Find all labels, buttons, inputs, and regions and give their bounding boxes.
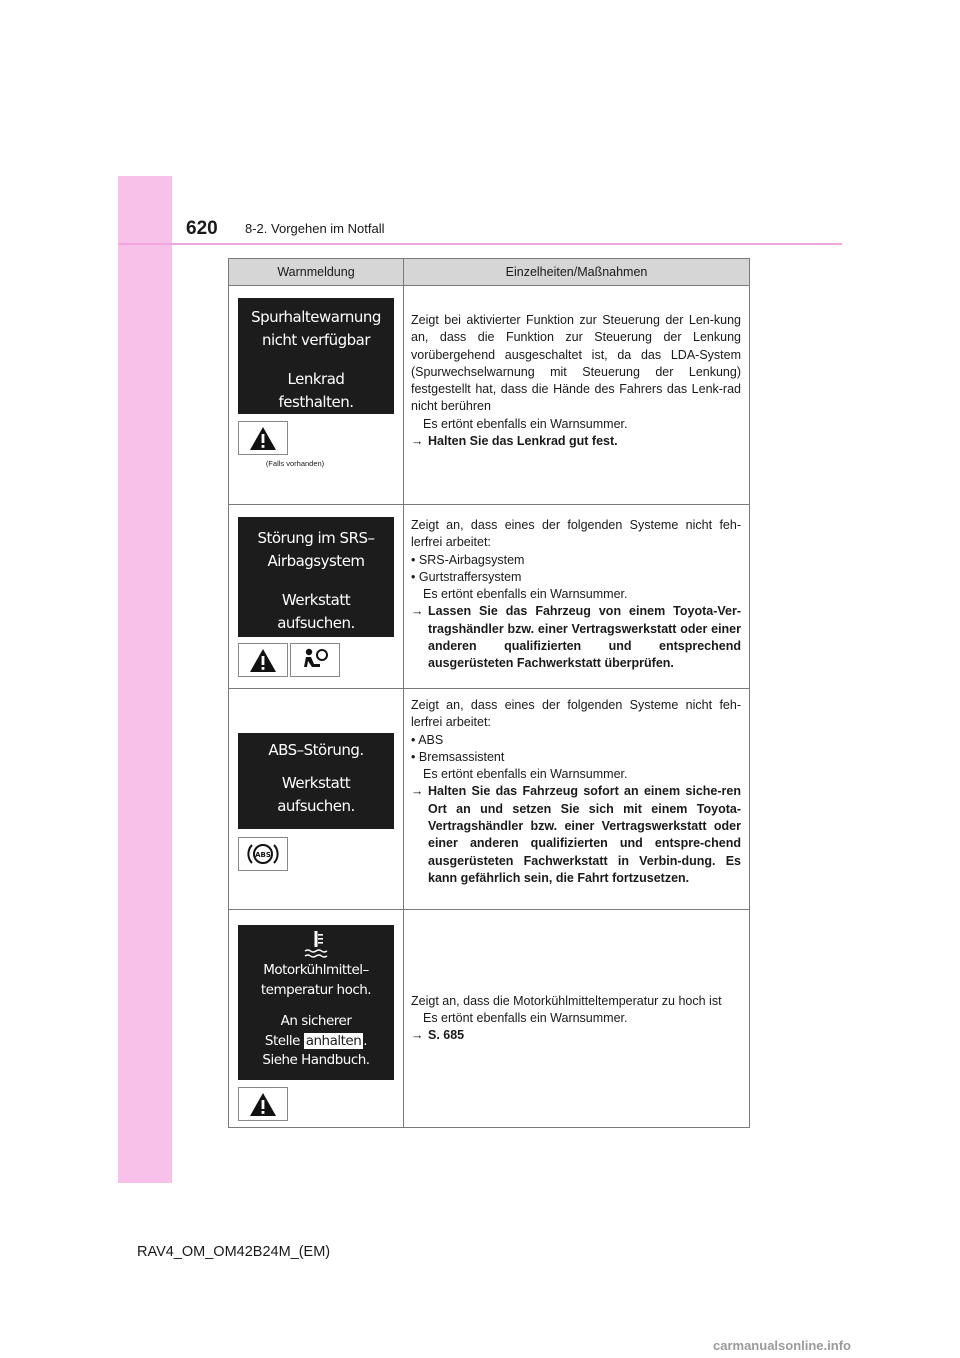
display-screen [238, 733, 394, 829]
display-screen [238, 298, 394, 414]
screen-line: temperatur hoch. [260, 981, 372, 998]
abs-icon [238, 837, 288, 871]
abs-icon-label: ABS [255, 851, 271, 859]
display-screen [238, 925, 394, 1080]
airbag-icon [290, 643, 340, 677]
description: Zeigt an, dass eines der folgenden Systeme nicht feh-lerfrei arbeitet: [411, 698, 741, 730]
screen-line: nicht verfügbar [261, 331, 371, 349]
availability-note: (Falls vorhanden) [265, 459, 325, 468]
description: Zeigt bei aktivierter Funktion zur Steuerung der Len-kung an, dass die Funktion zur Steuerung der Lenkung vorübergehend ausgeschaltet ist, da das LDA-System (Spurwechselwarnung mit Steuerung der Lenkung) festgestellt hat, dass die Hände des Fahrers das Lenk-rad nicht berühren [411, 313, 741, 414]
warning-image-cell [229, 286, 404, 505]
table-row [229, 689, 750, 910]
description: Zeigt an, dass die Motorkühlmitteltemperatur zu hoch ist [411, 993, 722, 1008]
warning-table [228, 258, 750, 1128]
buzzer-note: Es ertönt ebenfalls ein Warnsummer. [423, 1010, 628, 1025]
details-cell [404, 689, 750, 910]
screen-line: aufsuchen. [277, 797, 355, 815]
details-cell [404, 505, 750, 689]
screen-line: aufsuchen. [277, 614, 355, 632]
arrow-icon: → [411, 604, 424, 619]
screen-line: Siehe Handbuch. [262, 1052, 370, 1068]
screen-line: Werkstatt [281, 591, 351, 609]
screen-line: Lenkrad [287, 370, 345, 388]
buzzer-note: Es ertönt ebenfalls ein Warnsummer. [423, 416, 628, 431]
table-row [229, 286, 750, 505]
buzzer-note: Es ertönt ebenfalls ein Warnsummer. [423, 767, 628, 782]
list-item: • ABS [411, 732, 444, 747]
description: Zeigt an, dass eines der folgenden Systeme nicht feh-lerfrei arbeitet: [411, 518, 741, 550]
screen-line: ABS–Störung. [268, 741, 364, 759]
warning-triangle-icon [238, 421, 288, 455]
screen-line: Spurhaltewarnung [251, 308, 381, 326]
details-cell [404, 910, 750, 1128]
page-reference-link[interactable]: S. 685 [428, 1028, 465, 1043]
screen-line: Motorkühlmittel– [263, 962, 369, 978]
details-cell [404, 286, 750, 505]
warning-triangle-icon [238, 1087, 288, 1121]
list-item: • Bremsassistent [411, 749, 505, 764]
screen-line: Airbagsystem [267, 552, 365, 570]
action-text: → Lassen Sie das Fahrzeug von einem Toyota-Ver-tragshändler bzw. einer Vertragswerkstatt oder einer anderen qualifizierten und entsprechend ausgerüsteten Fachwerkstatt überprüfen. [411, 604, 741, 671]
section-title: 8-2. Vorgehen im Notfall [245, 221, 385, 236]
document-code: RAV4_OM_OM42B24M_(EM) [137, 1244, 331, 1260]
screen-line: Stelle anhalten . [264, 1032, 368, 1049]
page-number: 620 [186, 218, 218, 239]
screen-line: festhalten. [278, 393, 354, 411]
list-item: • SRS-Airbagsystem [411, 552, 525, 567]
warning-image-cell [229, 689, 404, 910]
table-row [229, 910, 750, 1128]
col-header-details: Einzelheiten/Maßnahmen [404, 259, 750, 286]
display-screen [238, 517, 394, 637]
watermark: carmanualsonline.info [713, 1338, 851, 1353]
header-rule [118, 243, 842, 245]
warning-triangle-icon [238, 643, 288, 677]
screen-line: Werkstatt [281, 774, 351, 792]
highlighted-word: anhalten [305, 1032, 362, 1049]
action-text [411, 1027, 741, 1044]
list-item: • Gurtstraffersystem [411, 569, 522, 584]
col-header-warnmeldung: Warnmeldung [229, 259, 404, 286]
coolant-temperature-icon [238, 929, 394, 961]
screen-line: Störung im SRS– [257, 529, 375, 547]
action-text: → Halten Sie das Fahrzeug sofort an einem siche-ren Ort an und setzen Sie sich mit einem Toyota-Vertragshändler bzw. einer Vertragswerkstatt oder einer anderen qualifizierten und entspre-chend ausgerüsteten Fachwerkstatt in Verbin-dung. Es kann gefährlich sein, die Fahrt fortzusetzen. [411, 784, 741, 885]
arrow-icon: → [411, 784, 424, 799]
side-color-band [118, 176, 172, 1183]
arrow-icon: → [411, 434, 424, 449]
buzzer-note: Es ertönt ebenfalls ein Warnsummer. [423, 587, 628, 602]
arrow-icon: → [411, 1028, 424, 1043]
table-header-row [229, 259, 750, 286]
action-text: → Halten Sie das Lenkrad gut fest. [411, 433, 741, 450]
screen-line: An sicherer [280, 1013, 352, 1029]
warning-image-cell [229, 910, 404, 1128]
table-row [229, 505, 750, 689]
warning-image-cell [229, 505, 404, 689]
